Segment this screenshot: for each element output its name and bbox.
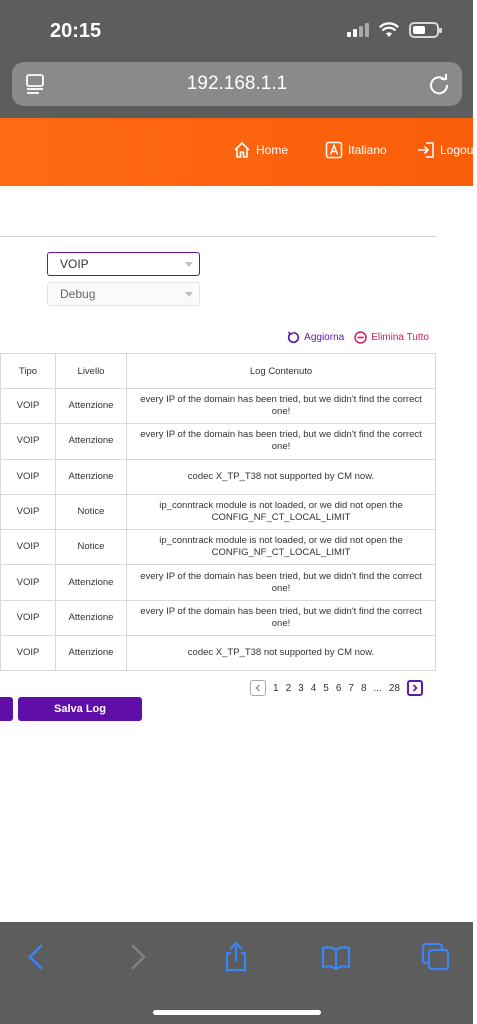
cell-contenuto: ip_conntrack module is not loaded, or we did not open the CONFIG_NF_CT_LOCAL_LIMIT (127, 530, 436, 565)
nav-home-label: Home (256, 143, 289, 157)
save-log-button[interactable]: Salva Log (18, 697, 142, 721)
battery-icon (409, 22, 439, 38)
page-link[interactable]: 8 (360, 682, 367, 694)
cell-livello: Attenzione (56, 565, 127, 600)
table-row (1, 494, 436, 529)
cell-tipo: VOIP (1, 389, 56, 424)
page-link[interactable]: 1 (273, 682, 279, 694)
cell-tipo: VOIP (1, 424, 56, 459)
header-livello: Livello (56, 354, 127, 389)
back-icon[interactable] (22, 942, 52, 972)
cell-contenuto: every IP of the domain has been tried, but we didn't find the correct one! (127, 600, 436, 635)
page-ellipsis: ... (373, 682, 382, 694)
page-link[interactable]: 28 (388, 682, 400, 694)
log-level-value: Debug (60, 287, 96, 301)
next-page-button[interactable] (407, 680, 423, 696)
status-icons (347, 22, 439, 38)
chevron-down-icon (185, 292, 193, 297)
pagination (250, 680, 423, 696)
cell-contenuto: codec X_TP_T38 not supported by CM now. (127, 459, 436, 494)
language-icon (325, 141, 343, 159)
table-header-row (1, 354, 436, 389)
cell-tipo: VOIP (1, 600, 56, 635)
section-divider (0, 236, 436, 237)
clipped-button[interactable] (0, 697, 13, 721)
cell-livello: Notice (56, 530, 127, 565)
router-header (0, 118, 477, 186)
wifi-icon (379, 23, 399, 38)
nav-logout[interactable] (417, 141, 477, 159)
browser-top-chrome (0, 0, 473, 118)
prev-page-button[interactable] (250, 680, 266, 696)
cell-livello: Attenzione (56, 600, 127, 635)
nav-logout-label: Logout (440, 143, 477, 157)
tabs-icon[interactable] (421, 942, 451, 972)
page-link[interactable]: 7 (348, 682, 354, 694)
log-table (0, 353, 436, 671)
log-actions (287, 331, 429, 344)
cell-livello: Notice (56, 494, 127, 529)
cell-tipo: VOIP (1, 459, 56, 494)
table-row (1, 565, 436, 600)
table-row (1, 600, 436, 635)
chevron-right-icon (411, 684, 419, 692)
browser-bottom-toolbar (0, 922, 473, 1024)
minus-circle-icon (354, 331, 367, 344)
home-icon (233, 141, 251, 159)
log-level-select[interactable] (47, 282, 200, 306)
chevron-left-icon (254, 684, 262, 692)
cellular-signal-icon (347, 23, 369, 37)
header-log-contenuto: Log Contenuto (127, 354, 436, 389)
table-row (1, 636, 436, 671)
nav-language[interactable] (325, 141, 387, 159)
table-row (1, 530, 436, 565)
cell-tipo: VOIP (1, 565, 56, 600)
cell-livello: Attenzione (56, 636, 127, 671)
chevron-down-icon (185, 262, 193, 267)
nav-home[interactable] (233, 141, 288, 159)
table-row (1, 389, 436, 424)
table-row (1, 459, 436, 494)
refresh-icon (287, 331, 300, 344)
share-icon[interactable] (221, 942, 251, 972)
cell-contenuto: ip_conntrack module is not loaded, or we did not open the CONFIG_NF_CT_LOCAL_LIMIT (127, 494, 436, 529)
log-type-value: VOIP (60, 257, 89, 271)
url-text[interactable]: 192.168.1.1 (186, 73, 288, 94)
logout-icon (417, 141, 435, 159)
status-time: 20:15 (50, 20, 102, 42)
page-link[interactable]: 4 (310, 682, 317, 694)
cell-contenuto: every IP of the domain has been tried, but we didn't find the correct one! (127, 389, 436, 424)
cell-contenuto: every IP of the domain has been tried, but we didn't find the correct one! (127, 424, 436, 459)
nav-language-label: Italiano (348, 143, 387, 157)
refresh-button[interactable] (287, 331, 344, 344)
cell-tipo: VOIP (1, 636, 56, 671)
cell-tipo: VOIP (1, 530, 56, 565)
address-bar[interactable] (12, 62, 462, 106)
cell-livello: Attenzione (56, 459, 127, 494)
forward-icon[interactable] (122, 942, 152, 972)
cell-livello: Attenzione (56, 424, 127, 459)
log-type-select[interactable] (47, 252, 200, 276)
page-link[interactable]: 6 (335, 682, 342, 694)
cell-contenuto: every IP of the domain has been tried, but we didn't find the correct one! (127, 565, 436, 600)
cell-tipo: VOIP (1, 494, 56, 529)
home-indicator[interactable] (153, 1010, 321, 1015)
page-link[interactable]: 3 (298, 682, 304, 694)
header-tipo: Tipo (1, 354, 56, 389)
page-link[interactable]: 2 (285, 682, 292, 694)
refresh-label: Aggiorna (304, 332, 345, 343)
table-row (1, 424, 436, 459)
delete-all-button[interactable] (354, 331, 429, 344)
bookmarks-icon[interactable] (321, 942, 351, 972)
page-link[interactable]: 5 (323, 682, 329, 694)
cell-contenuto: codec X_TP_T38 not supported by CM now. (127, 636, 436, 671)
reload-icon[interactable] (428, 73, 450, 95)
delete-all-label: Elimina Tutto (371, 332, 429, 343)
cell-livello: Attenzione (56, 389, 127, 424)
